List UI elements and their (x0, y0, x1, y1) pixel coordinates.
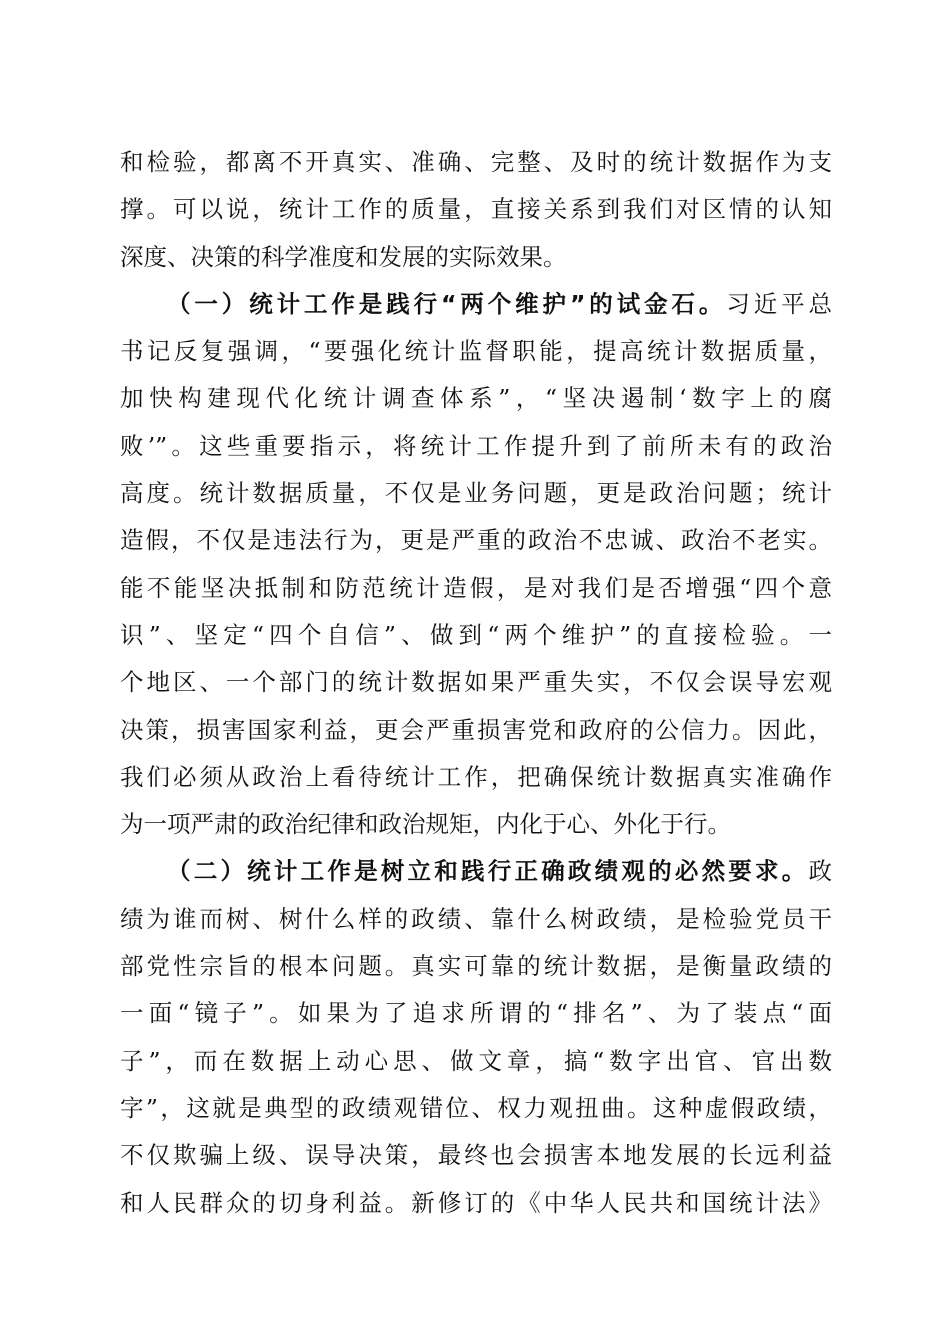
text-line: 加快构建现代化统计调查体系”，“坚决遏制‘数字上的腐 (120, 384, 832, 413)
text-line: 败’”。这些重要指示，将统计工作提升到了前所未有的政治 (120, 431, 832, 460)
section-2-first-line-rest: 政 (808, 857, 832, 886)
text-line: 我们必须从政治上看待统计工作，把确保统计数据真实准确作 (120, 762, 832, 791)
section-2-heading: （二）统计工作是树立和践行正确政绩观的必然要求。 (167, 857, 809, 886)
text-line: 能不能坚决抵制和防范统计造假，是对我们是否增强“四个意 (120, 573, 832, 602)
section-2 (120, 848, 832, 1226)
text-line: 决策，损害国家利益，更会严重损害党和政府的公信力。因此， (120, 715, 832, 744)
text-line: 个地区、一个部门的统计数据如果严重失实，不仅会误导宏观 (120, 668, 832, 697)
text-line: 和人民群众的切身利益。新修订的《中华人民共和国统计法》 (120, 1188, 832, 1217)
text-line: 一面“镜子”。如果为了追求所谓的“排名”、为了装点“面 (120, 999, 832, 1028)
section-1-first-line-rest: 习近平总 (726, 289, 833, 318)
text-line: 绩为谁而树、树什么样的政绩、靠什么树政绩，是检验党员干 (120, 904, 832, 933)
section-1-first-line (120, 281, 832, 328)
section-1-heading: （一）统计工作是践行“两个维护”的试金石。 (167, 289, 727, 318)
text-line: 造假，不仅是违法行为，更是严重的政治不忠诚、政治不老实。 (120, 526, 832, 555)
paragraph-intro (120, 139, 832, 281)
text-line: 识”、坚定“四个自信”、做到“两个维护”的直接检验。一 (120, 620, 832, 649)
text-line: 不仅欺骗上级、误导决策，最终也会损害本地发展的长远利益 (120, 1141, 832, 1170)
text-line: 和检验，都离不开真实、准确、完整、及时的统计数据作为支 (120, 148, 832, 176)
text-line: 字”，这就是典型的政绩观错位、权力观扭曲。这种虚假政绩， (120, 1093, 832, 1122)
section-2-first-line (120, 848, 832, 895)
text-line: 高度。统计数据质量，不仅是业务问题，更是政治问题；统计 (120, 479, 832, 508)
text-line: 深度、决策的科学准度和发展的实际效果。 (120, 242, 567, 271)
text-line: 为一项严肃的政治纪律和政治规矩，内化于心、外化于行。 (120, 810, 731, 839)
text-line: 书记反复强调，“要强化统计监督职能，提高统计数据质量， (120, 337, 832, 366)
document-body (120, 139, 832, 1227)
text-line: 部党性宗旨的根本问题。真实可靠的统计数据，是衡量政绩的 (120, 952, 832, 981)
section-1 (120, 281, 832, 849)
text-line: 撑。可以说，统计工作的质量，直接关系到我们对区情的认知 (120, 195, 832, 224)
text-line: 子”，而在数据上动心思、做文章，搞“数字出官、官出数 (120, 1046, 832, 1075)
